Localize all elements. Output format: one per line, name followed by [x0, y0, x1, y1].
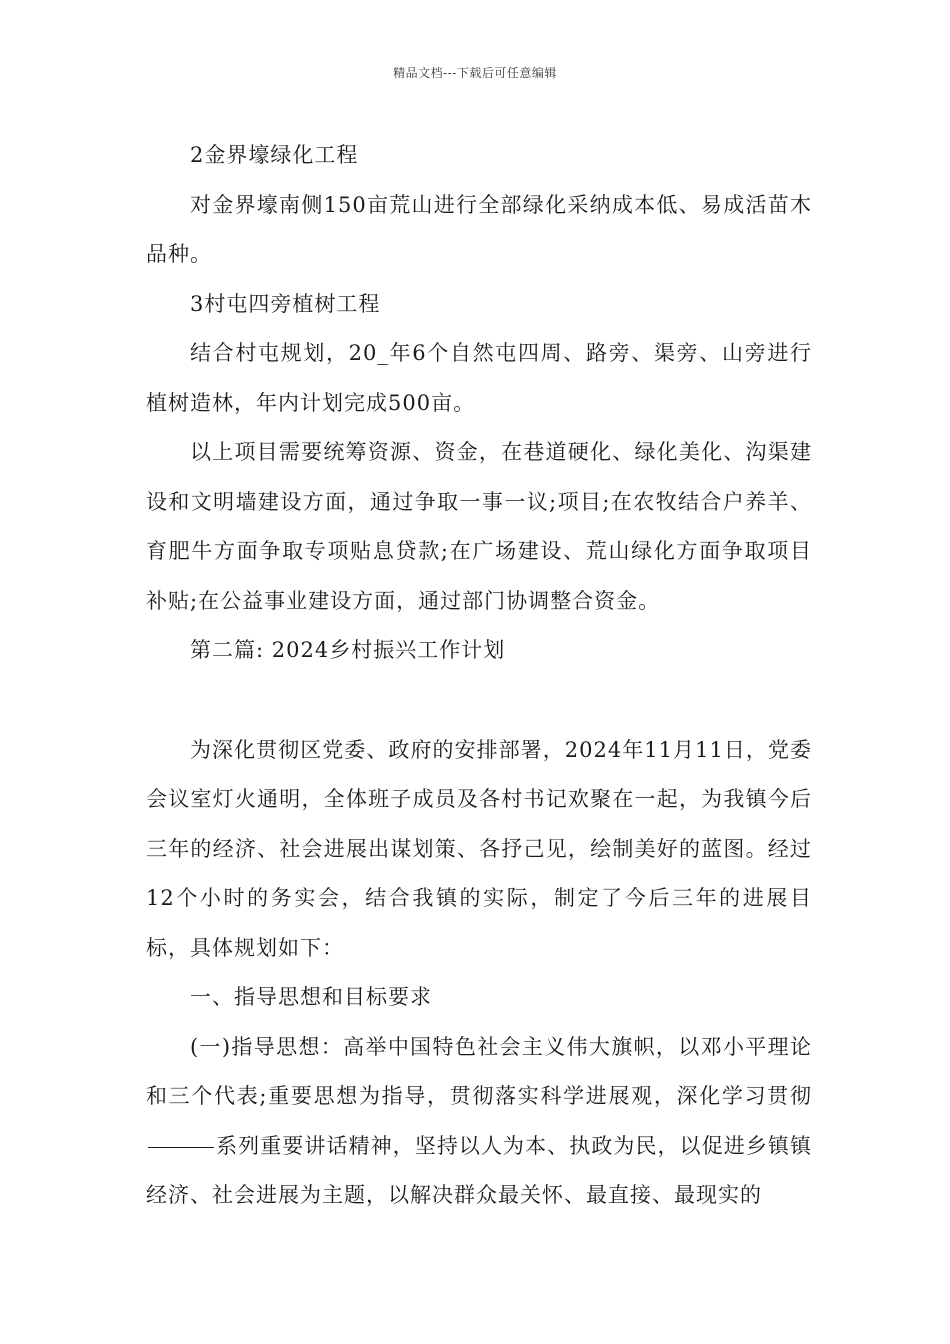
paragraph-section-title: 第二篇: 2024乡村振兴工作计划: [190, 638, 506, 662]
page-header: 精品文档---下载后可任意编辑: [393, 66, 557, 80]
paragraph-guiding-ideology: [146, 1023, 812, 1221]
paragraph-introduction: 为深化贯彻区党委、政府的安排部署，2024年11月11日，党委会议室灯火通明，全体班子成员及各村书记欢聚在一起，为我镇今后三年的经济、社会进展出谋划策、各抒己见，绘制美好的蓝图。经过12个小时的务实会，结合我镇的实际，制定了今后三年的进展目标，具体规划如下：: [146, 737, 812, 960]
document-body: [146, 131, 812, 1221]
paragraph-heading-tree-planting: 3村屯四旁植树工程: [190, 291, 381, 316]
guiding-ideology-text-start: (一)指导思想：高举中国特色社会主义伟大旗帜，以邓小平理论和三个代表;重要思想为指导，贯彻落实科学进展观，深化学习贯彻: [146, 1034, 812, 1108]
paragraph-funding: 以上项目需要统筹资源、资金，在巷道硬化、绿化美化、沟渠建设和文明墙建设方面，通过争取一事一议;项目;在农牧结合户养羊、育肥牛方面争取专项贴息贷款;在广场建设、荒山绿化方面争取项目补贴;在公益事业建设方面，通过部门协调整合资金。: [146, 440, 812, 613]
paragraph-heading-guiding-ideology: 一、指导思想和目标要求: [190, 985, 432, 1009]
paragraph-tree-planting-detail: 结合村屯规划，20_年6个自然屯四周、路旁、渠旁、山旁进行植树造林，年内计划完成500亩。: [146, 341, 812, 415]
paragraph-heading-greening-project: 2金界壕绿化工程: [190, 143, 359, 167]
guiding-ideology-text-end: 系列重要讲话精神，坚持以人为本、执政为民，以促进乡镇镇经济、社会进展为主题，以解决群众最关怀、最直接、最现实的: [146, 1133, 812, 1207]
paragraph-greening-detail: 对金界壕南侧150亩荒山进行全部绿化采纳成本低、易成活苗木品种。: [146, 192, 812, 266]
fill-in-blank: [148, 1146, 214, 1148]
